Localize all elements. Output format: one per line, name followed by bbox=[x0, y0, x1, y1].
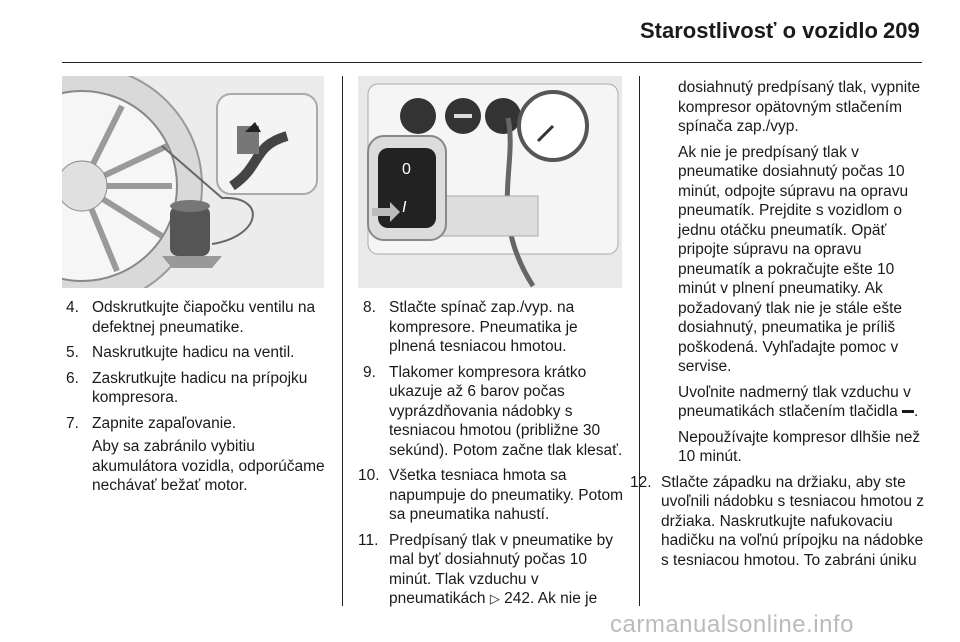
header-rule bbox=[62, 62, 922, 63]
step-number: 9. bbox=[363, 363, 376, 381]
step-text: Stlačte západku na držiaku, aby ste uvoľnili nádobku s tesniacou hmotou z držiaka. Naskrutkujte nafukovaciu hadičku na voľnú prípojku na nádobke s tesniacou hmotou. To zabráni úniku bbox=[661, 473, 925, 569]
step-number: 4. bbox=[66, 299, 79, 316]
step-number: 8. bbox=[363, 299, 376, 316]
page-reference-link[interactable]: 242 bbox=[504, 590, 531, 607]
step-text: Naskrutkujte hadicu na ventil. bbox=[92, 344, 295, 361]
switch-label-on: I bbox=[402, 199, 407, 216]
step-8 bbox=[358, 298, 626, 357]
step-text: Zaskrutkujte hadicu na prípojku kompresora. bbox=[92, 369, 308, 406]
tyre-compressor-drawing bbox=[62, 76, 324, 288]
step-text-tail: . Ak nie je bbox=[530, 590, 598, 607]
switch-label-off: 0 bbox=[402, 161, 411, 178]
page-number: 209 bbox=[883, 18, 920, 43]
step-number: 11. bbox=[358, 531, 379, 549]
compressor-panel-drawing bbox=[358, 76, 622, 288]
step-text: Tlakomer kompresora krátko ukazuje až 6 barov počas vyprázdňovania nádobky s tesniacou hmotou (približne 30 sekúnd). Potom začne tlak klesať. bbox=[389, 363, 623, 459]
middle-column bbox=[358, 298, 626, 615]
step-number: 5. bbox=[66, 344, 79, 361]
column-divider-left bbox=[342, 76, 343, 606]
tyre-compressor-illustration bbox=[62, 76, 324, 288]
paragraph-retry: Ak nie je predpísaný tlak v pneumatike dosiahnutý počas 10 minút, odpojte súpravu na opravu pneumatík. Prejdite s vozidlom o jednu otáčku pneumatík. Opäť pripojte súpravu na opravu pneumatík a pokračujte ešte 10 minút v plnení pneumatiky. Ak požadovaný tlak nie je stále ešte dosiahnutý, pneumatika je príliš poškodená. Vyhľadajte pomoc v servise. bbox=[678, 143, 909, 375]
paragraph-release-pressure bbox=[652, 383, 924, 422]
step-text: Predpísaný tlak v pneumatike by mal byť dosiahnutý počas 10 minút. Tlak vzduchu v pneumatikách bbox=[389, 531, 614, 607]
step-text: Odskrutkujte čiapočku ventilu na defektnej pneumatike. bbox=[92, 299, 316, 336]
release-pressure-text: Uvoľnite nadmerný tlak vzduchu v pneumatikách stlačením tlačidla bbox=[678, 383, 911, 420]
step-10 bbox=[358, 466, 626, 525]
header-title: Starostlivosť o vozidlo bbox=[640, 18, 878, 43]
minus-button-icon bbox=[902, 410, 914, 413]
step-6 bbox=[66, 369, 330, 408]
step-11 bbox=[358, 531, 626, 609]
step-5 bbox=[66, 343, 330, 363]
step-number: 10. bbox=[358, 467, 380, 484]
step-number: 12. bbox=[630, 473, 652, 491]
step-4 bbox=[66, 298, 330, 337]
watermark: carmanualsonline.info bbox=[610, 611, 854, 638]
right-column bbox=[630, 78, 925, 576]
step-7-note: Aby sa zabránilo vybitiu akumulátora vozidla, odporúčame nechávať bežať motor. bbox=[92, 438, 325, 494]
step-text: Všetka tesniaca hmota sa napumpuje do pneumatiky. Potom sa pneumatika nahustí. bbox=[389, 467, 624, 523]
continued-paragraph: dosiahnutý predpísaný tlak, vypnite kompresor opätovným stlačením spínača zap./vyp. bbox=[678, 79, 921, 135]
step-text: Stlačte spínač zap./vyp. na kompresore. Pneumatika je plnená tesniacou hmotou. bbox=[389, 299, 578, 355]
paragraph-duration: Nepoužívajte kompresor dlhšie než 10 minút. bbox=[678, 428, 921, 465]
step-7 bbox=[66, 414, 330, 434]
step-number: 7. bbox=[66, 414, 79, 432]
step-number: 6. bbox=[66, 369, 79, 387]
release-pressure-period: . bbox=[914, 403, 919, 420]
compressor-panel-illustration bbox=[358, 76, 622, 288]
step-text: Zapnite zapaľovanie. bbox=[92, 414, 237, 432]
arrow-ref-icon[interactable]: ▷ bbox=[489, 591, 500, 606]
step-9 bbox=[358, 363, 626, 461]
left-column bbox=[66, 298, 330, 496]
step-12 bbox=[630, 473, 924, 571]
